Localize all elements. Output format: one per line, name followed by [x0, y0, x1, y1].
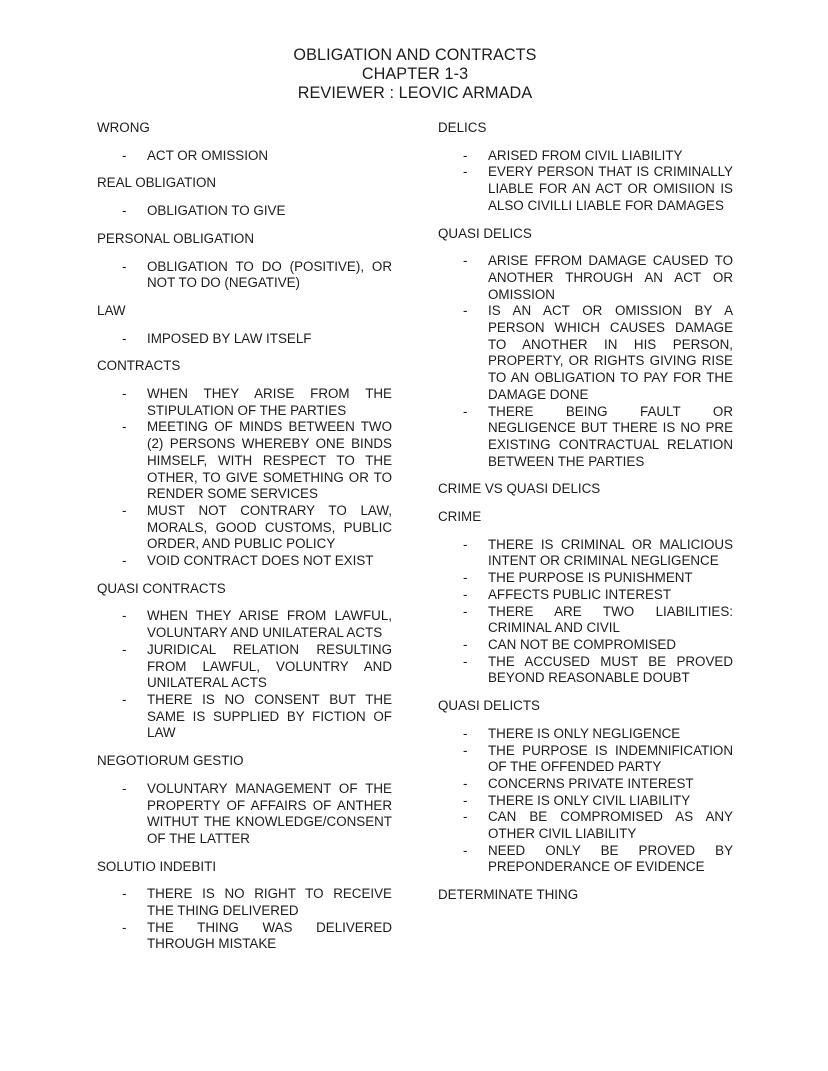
- bullet-list: [97, 259, 392, 292]
- bullet-dash: -: [463, 164, 468, 180]
- section-crime: [438, 509, 733, 687]
- bullet-dash: -: [122, 203, 127, 219]
- bullet-item: [97, 920, 392, 953]
- bullet-dash: -: [463, 636, 468, 652]
- bullet-text: MUST NOT CONTRARY TO LAW, MORALS, GOOD CUSTOMS, PUBLIC ORDER, AND PUBLIC POLICY: [147, 502, 392, 552]
- section-personal-obligation: [97, 231, 392, 292]
- bullet-item: [97, 148, 392, 165]
- section-heading: QUASI DELICS: [438, 225, 532, 241]
- bullet-dash: -: [122, 553, 127, 569]
- bullet-text: THE PURPOSE IS INDEMNIFICATION OF THE OFFENDED PARTY: [488, 742, 733, 775]
- bullet-text: THE ACCUSED MUST BE PROVED BEYOND REASONABLE DOUBT: [488, 653, 733, 686]
- bullet-dash: -: [463, 809, 468, 825]
- bullet-item: [438, 570, 733, 587]
- bullet-dash: -: [463, 570, 468, 586]
- bullet-text: VOLUNTARY MANAGEMENT OF THE PROPERTY OF AFFAIRS OF ANTHER WITHUT THE KNOWLEDGE/CONSENT OF THE LATTER: [147, 780, 392, 846]
- bullet-text: CAN NOT BE COMPROMISED: [488, 636, 676, 652]
- bullet-dash: -: [122, 258, 127, 274]
- section-crime-vs-quasi-delics: [438, 481, 733, 498]
- section-contracts: [97, 358, 392, 569]
- bullet-item: [97, 886, 392, 919]
- bullet-list: [97, 608, 392, 742]
- bullet-text: NEED ONLY BE PROVED BY PREPONDERANCE OF EVIDENCE: [488, 842, 733, 875]
- section-heading: WRONG: [97, 120, 150, 135]
- bullet-item: [97, 608, 392, 641]
- bullet-item: [97, 692, 392, 742]
- bullet-item: [438, 537, 733, 570]
- bullet-text: ARISED FROM CIVIL LIABILITY: [488, 147, 683, 163]
- bullet-item: [97, 642, 392, 692]
- bullet-text: OBLIGATION TO GIVE: [147, 203, 286, 219]
- bullet-dash: -: [122, 886, 127, 902]
- bullet-text: THERE IS CRIMINAL OR MALICIOUS INTENT OR CRIMINAL NEGLIGENCE: [488, 536, 733, 569]
- bullet-item: [97, 553, 392, 570]
- bullet-text: ARISE FFROM DAMAGE CAUSED TO ANOTHER THROUGH AN ACT OR OMISSION: [488, 253, 733, 302]
- bullet-text: AFFECTS PUBLIC INTEREST: [488, 586, 672, 602]
- bullet-text: THERE IS NO RIGHT TO RECEIVE THE THING DELIVERED: [147, 886, 392, 919]
- bullet-text: CONCERNS PRIVATE INTEREST: [488, 775, 694, 791]
- bullet-dash: -: [122, 641, 127, 657]
- bullet-text: OBLIGATION TO DO (POSITIVE), OR NOT TO DO (NEGATIVE): [147, 258, 392, 291]
- bullet-item: [438, 726, 733, 743]
- section-wrong: [97, 120, 392, 164]
- bullet-item: [438, 654, 733, 687]
- bullet-text: WHEN THEY ARISE FROM THE STIPULATION OF THE PARTIES: [147, 386, 392, 418]
- bullet-dash: -: [463, 725, 468, 741]
- section-real-obligation: [97, 175, 392, 219]
- section-quasi-delics: [438, 226, 733, 471]
- section-law: [97, 303, 392, 347]
- bullet-dash: -: [463, 536, 468, 552]
- bullet-dash: -: [122, 691, 127, 707]
- section-heading: PERSONAL OBLIGATION: [97, 230, 255, 246]
- bullet-text: IMPOSED BY LAW ITSELF: [147, 330, 312, 346]
- bullet-dash: -: [122, 386, 127, 402]
- bullet-dash: -: [463, 586, 468, 602]
- section-heading: CRIME VS QUASI DELICS: [438, 481, 601, 497]
- section-heading: NEGOTIORUM GESTIO: [97, 753, 244, 769]
- section-heading: QUASI DELICTS: [438, 698, 540, 714]
- section-delics: [438, 120, 733, 215]
- bullet-dash: -: [463, 147, 468, 163]
- bullet-item: [438, 587, 733, 604]
- bullet-dash: -: [463, 742, 468, 758]
- bullet-item: [438, 604, 733, 637]
- bullet-list: [97, 148, 392, 165]
- bullet-list: [438, 148, 733, 215]
- bullet-dash: -: [463, 792, 468, 808]
- bullet-text: CAN BE COMPROMISED AS ANY OTHER CIVIL LIABILITY: [488, 809, 733, 842]
- document-chapter-line: CHAPTER 1-3: [361, 65, 469, 83]
- bullet-list: [438, 537, 733, 687]
- bullet-text: THE THING WAS DELIVERED THROUGH MISTAKE: [147, 919, 392, 952]
- bullet-list: [97, 781, 392, 848]
- bullet-dash: -: [463, 303, 468, 319]
- bullet-list: [97, 886, 392, 953]
- bullet-item: [97, 386, 392, 419]
- bullet-text: MEETING OF MINDS BETWEEN TWO (2) PERSONS WHEREBY ONE BINDS HIMSELF, WITH RESPECT TO THE OTHER, TO GIVE SOMETHING OR TO RENDER SOME SERVICES: [147, 419, 392, 502]
- bullet-dash: -: [463, 603, 468, 619]
- bullet-item: [438, 303, 733, 403]
- bullet-text: THERE IS NO CONSENT BUT THE SAME IS SUPPLIED BY FICTION OF LAW: [147, 691, 392, 741]
- bullet-dash: -: [463, 653, 468, 669]
- document-reviewer-line: REVIEWER : LEOVIC ARMADA: [297, 84, 533, 102]
- bullet-dash: -: [463, 842, 468, 858]
- section-heading: DELICS: [438, 120, 487, 135]
- bullet-text: THERE ARE TWO LIABILITIES: CRIMINAL AND CIVIL: [488, 603, 733, 636]
- section-heading: LAW: [97, 302, 126, 318]
- bullet-list: [97, 203, 392, 220]
- section-heading: CRIME: [438, 509, 482, 525]
- document-title: OBLIGATION AND CONTRACTS: [293, 46, 537, 64]
- bullet-list: [97, 386, 392, 570]
- section-quasi-delicts: [438, 698, 733, 876]
- left-column: [97, 120, 392, 964]
- bullet-text: THERE IS ONLY NEGLIGENCE: [488, 725, 681, 741]
- bullet-dash: -: [122, 608, 127, 624]
- two-column-layout: [97, 120, 733, 964]
- bullet-item: [438, 637, 733, 654]
- bullet-text: THE PURPOSE IS PUNISHMENT: [488, 570, 693, 586]
- bullet-dash: -: [463, 253, 468, 269]
- bullet-item: [438, 843, 733, 876]
- bullet-item: [438, 793, 733, 810]
- bullet-text: VOID CONTRACT DOES NOT EXIST: [147, 553, 374, 569]
- bullet-item: [97, 503, 392, 553]
- bullet-dash: -: [122, 330, 127, 346]
- section-quasi-contracts: [97, 581, 392, 742]
- section-solutio-indebiti: [97, 859, 392, 954]
- bullet-item: [438, 253, 733, 303]
- right-column: [438, 120, 733, 964]
- bullet-item: [97, 781, 392, 848]
- bullet-text: THERE BEING FAULT OR NEGLIGENCE BUT THERE IS NO PRE EXISTING CONTRACTUAL RELATION BETWEEN THE PARTIES: [488, 403, 733, 469]
- bullet-list: [438, 253, 733, 470]
- bullet-dash: -: [122, 419, 127, 435]
- section-heading: QUASI CONTRACTS: [97, 580, 226, 596]
- bullet-text: ACT OR OMISSION: [147, 147, 269, 163]
- bullet-item: [97, 331, 392, 348]
- bullet-dash: -: [122, 147, 127, 163]
- bullet-dash: -: [122, 919, 127, 935]
- bullet-item: [438, 148, 733, 165]
- bullet-text: WHEN THEY ARISE FROM LAWFUL, VOLUNTARY AND UNILATERAL ACTS: [147, 608, 392, 641]
- bullet-list: [97, 331, 392, 348]
- bullet-dash: -: [463, 775, 468, 791]
- section-heading: DETERMINATE THING: [438, 887, 579, 903]
- bullet-item: [97, 419, 392, 503]
- section-heading: SOLUTIO INDEBITI: [97, 858, 217, 874]
- section-negotiorum-gestio: [97, 753, 392, 848]
- bullet-text: EVERY PERSON THAT IS CRIMINALLY LIABLE FOR AN ACT OR OMISIION IS ALSO CIVILLI LIABLE FOR DAMAGES: [488, 164, 733, 213]
- bullet-text: THERE IS ONLY CIVIL LIABILITY: [488, 792, 691, 808]
- bullet-item: [97, 203, 392, 220]
- bullet-item: [438, 776, 733, 793]
- bullet-dash: -: [122, 502, 127, 518]
- bullet-list: [438, 726, 733, 876]
- bullet-text: JURIDICAL RELATION RESULTING FROM LAWFUL, VOLUNTRY AND UNILATERAL ACTS: [147, 641, 392, 691]
- document-title-block: [97, 46, 733, 103]
- bullet-dash: -: [122, 780, 127, 796]
- bullet-item: [438, 404, 733, 471]
- section-heading: CONTRACTS: [97, 358, 181, 374]
- bullet-dash: -: [463, 403, 468, 419]
- bullet-item: [438, 743, 733, 776]
- bullet-item: [97, 259, 392, 292]
- section-heading: REAL OBLIGATION: [97, 175, 217, 191]
- bullet-text: IS AN ACT OR OMISSION BY A PERSON WHICH CAUSES DAMAGE TO ANOTHER IN HIS PERSON, PROPERTY, OR RIGHTS GIVING RISE TO AN OBLIGATION TO PAY FOR THE DAMAGE DONE: [488, 303, 733, 402]
- bullet-item: [438, 164, 733, 214]
- bullet-item: [438, 809, 733, 842]
- section-determinate-thing: [438, 887, 733, 904]
